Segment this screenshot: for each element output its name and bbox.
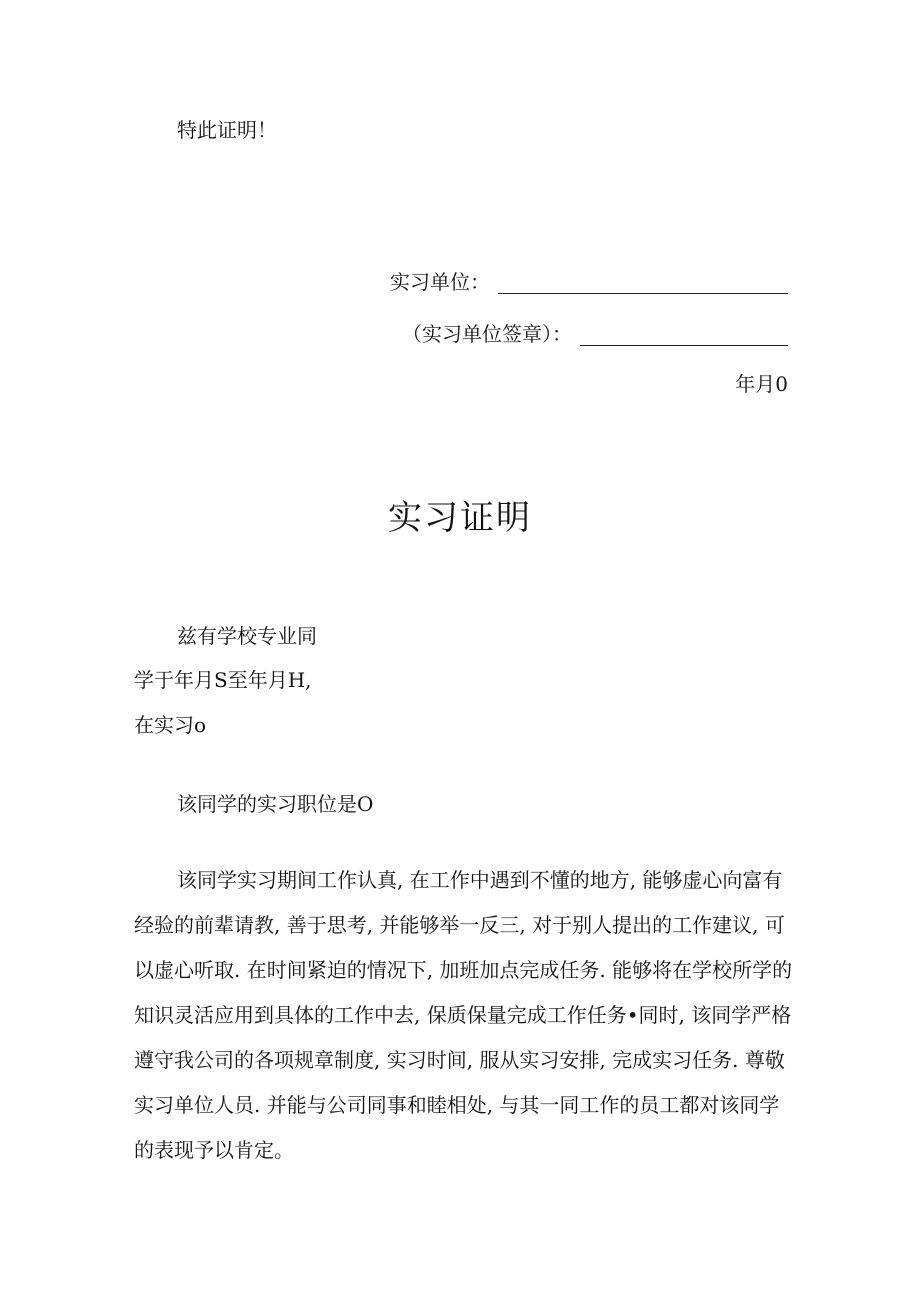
internship-unit-label: 实习单位：: [390, 270, 490, 294]
closing-statement: 特此证明！: [177, 118, 277, 142]
date-line: 年月0: [735, 372, 788, 396]
unit-seal-label: （实习单位签章）：: [402, 322, 572, 346]
paragraph-line: 遵守我公司的各项规章制度, 实习时间, 服从实习安排, 完成实习任务. 尊敬: [134, 1048, 785, 1072]
paragraph-line: 实习单位人员. 并能与公司同事和睦相处, 与其一同工作的员工都对该同学: [134, 1093, 780, 1117]
paragraph-line: 知识灵活应用到具体的工作中去, 保质保量完成工作任务•同时, 该同学严格: [134, 1003, 792, 1027]
position-statement: 该同学的实习职位是O: [177, 792, 374, 816]
paragraph-line: 该同学实习期间工作认真, 在工作中遇到不懂的地方, 能够虚心向富有: [177, 868, 783, 892]
paragraph-line: 的表现予以肯定。: [134, 1138, 294, 1162]
evaluation-paragraph: [134, 868, 794, 1183]
unit-seal-row: [402, 322, 788, 346]
internship-unit-blank-line: [498, 275, 788, 294]
internship-unit-row: [390, 270, 788, 294]
certificate-title: 实习证明: [388, 498, 532, 538]
intro-line-3: 在实习o: [134, 713, 207, 737]
unit-seal-blank-line: [580, 327, 788, 346]
intro-line-1: 兹有学校专业同: [177, 624, 317, 648]
paragraph-line: 经验的前辈请教, 善于思考, 并能够举一反三, 对于别人提出的工作建议, 可: [134, 913, 785, 937]
intro-line-2: 学于年月S至年月H,: [134, 668, 312, 692]
paragraph-line: 以虚心听取. 在时间紧迫的情况下, 加班加点完成任务. 能够将在学校所学的: [134, 958, 793, 982]
